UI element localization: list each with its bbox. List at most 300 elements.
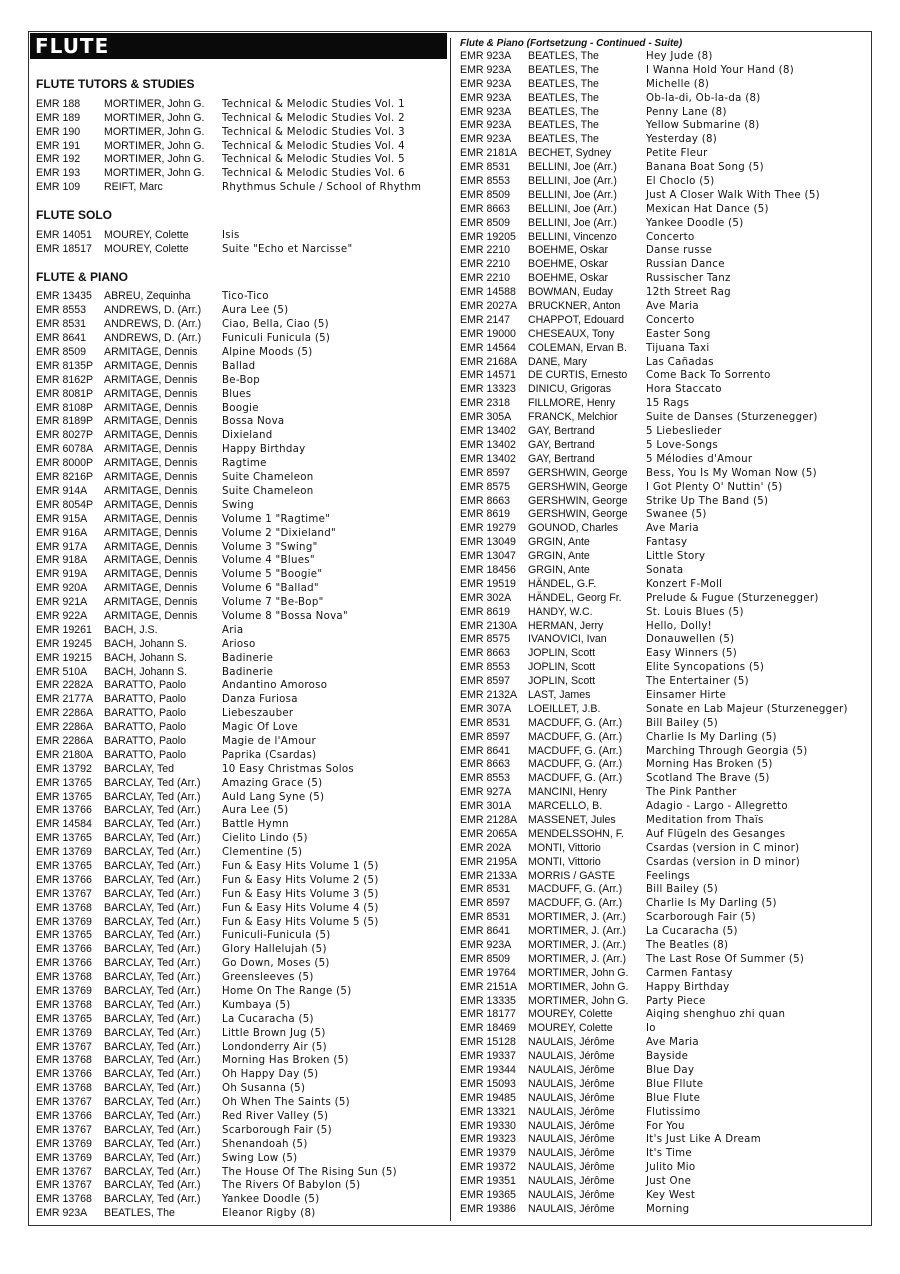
catalog-number: EMR 921A (36, 596, 88, 609)
composer: JOPLIN, Scott (528, 675, 596, 688)
catalog-entry (460, 633, 870, 647)
catalog-entry (36, 181, 446, 195)
composer: BARCLAY, Ted (Arr.) (104, 832, 201, 845)
catalog-entry (460, 425, 870, 439)
catalog-entry (460, 453, 870, 467)
work-title: Csardas (version in C minor) (646, 842, 800, 854)
catalog-number: EMR 13767 (36, 887, 92, 900)
composer: NAULAIS, Jérôme (528, 1202, 615, 1215)
work-title: Bossa Nova (222, 416, 285, 428)
work-title: Flutissimo (646, 1106, 701, 1118)
catalog-number: EMR 13769 (36, 1151, 92, 1164)
work-title: Bayside (646, 1051, 689, 1063)
catalog-entry (36, 1124, 446, 1138)
catalog-number: EMR 8663 (460, 647, 511, 660)
composer: BELLINI, Joe (Arr.) (528, 202, 617, 215)
work-title: Bill Bailey (5) (646, 884, 719, 896)
catalog-entry (36, 360, 446, 374)
work-title: It's Just Like A Dream (646, 1134, 761, 1146)
composer: BRUCKNER, Anton (528, 300, 621, 313)
catalog-entry (460, 1022, 870, 1036)
work-title: Carmen Fantasy (646, 967, 733, 979)
catalog-entry (460, 870, 870, 884)
catalog-entry (460, 481, 870, 495)
work-title: Volume 2 "Dixieland" (222, 527, 337, 539)
work-title: Fantasy (646, 537, 688, 549)
catalog-entry (36, 374, 446, 388)
work-title: Donauwellen (5) (646, 634, 735, 646)
catalog-entry (36, 1152, 446, 1166)
work-title: Morning Has Broken (5) (646, 759, 773, 771)
catalog-entry (460, 328, 870, 342)
catalog-number: EMR 8597 (460, 897, 511, 910)
catalog-entry (36, 846, 446, 860)
catalog-number: EMR 6078A (36, 443, 94, 456)
catalog-number: EMR 13767 (36, 1096, 92, 1109)
catalog-number: EMR 19000 (460, 327, 516, 340)
composer: MORTIMER, J. (Arr.) (528, 939, 627, 951)
catalog-entry (460, 592, 870, 606)
catalog-entry (460, 1078, 870, 1092)
work-title: 5 Love-Songs (646, 439, 718, 451)
work-title: Yellow Submarine (8) (646, 120, 760, 132)
catalog-entry (460, 758, 870, 772)
composer: MORTIMER, John G. (528, 980, 629, 993)
catalog-entry (460, 397, 870, 411)
catalog-number: EMR 13402 (460, 438, 516, 451)
work-title: 12th Street Rag (646, 287, 731, 299)
right-column (460, 38, 870, 1217)
catalog-entry (460, 106, 870, 120)
composer: GERSHWIN, George (528, 466, 628, 479)
work-title: Greensleeves (5) (222, 972, 314, 984)
work-title: Las Cañadas (646, 356, 714, 368)
composer: BACH, J.S. (104, 623, 158, 636)
work-title: Bill Bailey (5) (646, 717, 719, 729)
work-title: Yankee Doodle (5) (222, 1194, 320, 1206)
composer: ARMITAGE, Dennis (104, 526, 198, 539)
catalog-entry (36, 1054, 446, 1068)
work-title: Easy Winners (5) (646, 648, 738, 660)
work-title: Badinerie (222, 666, 274, 678)
catalog-number: EMR 109 (36, 181, 81, 194)
catalog-number: EMR 8509 (460, 216, 511, 229)
catalog-number: EMR 8553 (460, 175, 511, 188)
catalog-number: EMR 2132A (460, 688, 518, 701)
work-title: I Got Plenty O' Nuttin' (5) (646, 481, 783, 493)
composer: MORRIS / GASTE (528, 869, 616, 882)
catalog-number: EMR 13769 (36, 846, 92, 859)
composer: BELLINI, Joe (Arr.) (528, 216, 617, 229)
work-title: Sonata (646, 564, 684, 576)
work-title: Swanee (5) (646, 509, 707, 521)
composer: ARMITAGE, Dennis (104, 415, 198, 428)
composer: MOUREY, Colette (528, 1022, 613, 1035)
catalog-entry (36, 707, 446, 721)
catalog-number: EMR 8509 (460, 188, 511, 201)
catalog-entry (460, 231, 870, 245)
catalog-number: EMR 13766 (36, 1110, 92, 1123)
catalog-entry (36, 1027, 446, 1041)
work-title: Rhythmus Schule / School of Rhythm (222, 182, 422, 194)
composer: GAY, Bertrand (528, 452, 595, 465)
work-title: Adagio - Largo - Allegretto (646, 801, 788, 813)
composer: LOEILLET, J.B. (528, 702, 601, 715)
catalog-number: EMR 2286A (36, 721, 94, 734)
work-title: Key West (646, 1190, 696, 1202)
catalog-number: EMR 2130A (460, 619, 518, 632)
work-title: Andantino Amoroso (222, 680, 328, 692)
work-title: The Last Rose Of Summer (5) (646, 953, 805, 965)
catalog-number: EMR 8162P (36, 373, 94, 386)
composer: HÄNDEL, Georg Fr. (528, 591, 622, 604)
work-title: Technical & Melodic Studies Vol. 6 (222, 168, 405, 180)
catalog-number: EMR 19215 (36, 651, 92, 664)
composer: BARCLAY, Ted (Arr.) (104, 846, 201, 859)
catalog-number: EMR 2286A (36, 734, 94, 747)
catalog-entry (36, 1110, 446, 1124)
section-heading: FLUTE TUTORS & STUDIES (36, 77, 195, 91)
composer: BARATTO, Paolo (104, 679, 187, 692)
work-title: Ballad (222, 360, 256, 372)
work-title: Funiculi Funicula (5) (222, 333, 331, 345)
catalog-entry (460, 314, 870, 328)
catalog-entry (460, 286, 870, 300)
work-title: Einsamer Hirte (646, 689, 727, 701)
catalog-number: EMR 8619 (460, 605, 511, 618)
work-title: Strike Up The Band (5) (646, 495, 769, 507)
title-banner (30, 33, 447, 59)
catalog-number: EMR 920A (36, 582, 88, 595)
catalog-entry (460, 1050, 870, 1064)
catalog-number: EMR 923A (460, 77, 512, 90)
work-title: Ob-la-di, Ob-la-da (8) (646, 92, 761, 104)
catalog-entry (36, 943, 446, 957)
catalog-number: EMR 923A (460, 105, 512, 118)
catalog-number: EMR 13321 (460, 1105, 516, 1118)
work-title: Morning Has Broken (5) (222, 1055, 349, 1067)
work-title: Swing Low (5) (222, 1152, 298, 1164)
catalog-entry (36, 402, 446, 416)
work-title: For You (646, 1120, 685, 1132)
catalog-number: EMR 13769 (36, 1137, 92, 1150)
catalog-entry (460, 119, 870, 133)
composer: BEATLES, The (528, 119, 599, 132)
composer: ANDREWS, D. (Arr.) (104, 318, 202, 331)
catalog-entry (36, 763, 446, 777)
work-title: Scarborough Fair (5) (222, 1124, 332, 1136)
catalog-entry (36, 610, 446, 624)
catalog-number: EMR 8531 (460, 161, 511, 174)
work-title: Volume 4 "Blues" (222, 555, 315, 567)
composer: BARCLAY, Ted (Arr.) (104, 1012, 201, 1025)
catalog-number: EMR 923A (460, 939, 512, 951)
catalog-number: EMR 919A (36, 568, 88, 581)
catalog-number: EMR 13323 (460, 383, 516, 396)
composer: GERSHWIN, George (528, 508, 628, 521)
work-title: La Cucaracha (5) (646, 926, 738, 938)
catalog-number: EMR 2027A (460, 300, 518, 313)
work-title: Little Story (646, 551, 706, 563)
catalog-number: EMR 2210 (460, 244, 511, 257)
work-title: Londonderry Air (5) (222, 1041, 327, 1053)
catalog-entry (36, 443, 446, 457)
composer: BARCLAY, Ted (Arr.) (104, 790, 201, 803)
work-title: Morning (646, 1203, 690, 1215)
catalog-number: EMR 2177A (36, 693, 94, 706)
catalog-number: EMR 19372 (460, 1161, 516, 1174)
catalog-number: EMR 13335 (460, 994, 516, 1007)
catalog-number: EMR 19379 (460, 1147, 516, 1160)
composer: BARCLAY, Ted (Arr.) (104, 998, 201, 1011)
composer: NAULAIS, Jérôme (528, 1133, 615, 1146)
catalog-entry (36, 554, 446, 568)
catalog-entry (36, 126, 446, 140)
composer: BARCLAY, Ted (Arr.) (104, 1179, 201, 1192)
work-title: Volume 5 "Boogie" (222, 569, 323, 581)
catalog-entry (460, 217, 870, 231)
catalog-number: EMR 189 (36, 111, 81, 124)
catalog-number: EMR 19386 (460, 1202, 516, 1215)
composer: DE CURTIS, Ernesto (528, 369, 628, 382)
catalog-entry (36, 388, 446, 402)
composer: ARMITAGE, Dennis (104, 484, 198, 497)
work-title: Volume 7 "Be-Bop" (222, 597, 324, 609)
catalog-number: EMR 13767 (36, 1179, 92, 1192)
composer: ARMITAGE, Dennis (104, 498, 198, 511)
composer: NAULAIS, Jérôme (528, 1147, 615, 1160)
composer: BACH, Johann S. (104, 651, 188, 664)
catalog-entry (460, 745, 870, 759)
work-title: Hora Staccato (646, 384, 722, 396)
work-title: It's Time (646, 1148, 692, 1160)
composer: FILLMORE, Henry (528, 397, 616, 410)
catalog-number: EMR 927A (460, 786, 512, 799)
composer: ARMITAGE, Dennis (104, 568, 198, 581)
composer: BARCLAY, Ted (Arr.) (104, 1137, 201, 1150)
catalog-entry (460, 147, 870, 161)
catalog-number: EMR 8108P (36, 401, 94, 414)
composer: BARCLAY, Ted (Arr.) (104, 887, 201, 900)
work-title: Concerto (646, 231, 695, 243)
catalog-number: EMR 923A (460, 91, 512, 104)
catalog-entry (36, 1096, 446, 1110)
work-title: Technical & Melodic Studies Vol. 1 (222, 98, 405, 110)
work-title: Oh When The Saints (5) (222, 1097, 350, 1109)
catalog-entry (460, 786, 870, 800)
catalog-entry (36, 98, 446, 112)
catalog-entry (460, 939, 870, 953)
work-title: Blue Fllute (646, 1078, 704, 1090)
catalog-entry (36, 1179, 446, 1193)
catalog-entry (36, 243, 446, 257)
catalog-number: EMR 13769 (36, 1026, 92, 1039)
catalog-number: EMR 8597 (460, 730, 511, 743)
catalog-number: EMR 2282A (36, 679, 94, 692)
catalog-number: EMR 19519 (460, 577, 516, 590)
catalog-entry (460, 495, 870, 509)
composer: BARCLAY, Ted (Arr.) (104, 859, 201, 872)
work-title: Sonate en Lab Majeur (Sturzenegger) (646, 703, 848, 715)
catalog-entry (36, 985, 446, 999)
composer: BARCLAY, Ted (Arr.) (104, 873, 201, 886)
work-title: Io (646, 1023, 656, 1035)
composer: ARMITAGE, Dennis (104, 609, 198, 622)
work-title: Alpine Moods (5) (222, 347, 313, 359)
catalog-entry (460, 536, 870, 550)
work-title: Elite Syncopations (5) (646, 662, 765, 674)
work-title: Bess, You Is My Woman Now (5) (646, 467, 817, 479)
catalog-number: EMR 8509 (460, 952, 511, 965)
composer: MORTIMER, J. (Arr.) (528, 952, 627, 965)
composer: MOUREY, Colette (104, 242, 189, 255)
catalog-entry (460, 64, 870, 78)
work-title: Aiqing shenghuo zhi quan (646, 1009, 786, 1021)
catalog-entry (36, 457, 446, 471)
composer: GAY, Bertrand (528, 425, 595, 438)
catalog-entry (36, 832, 446, 846)
work-title: Blue Day (646, 1065, 695, 1077)
catalog-number: EMR 8663 (460, 202, 511, 215)
work-title: Csardas (version in D minor) (646, 856, 801, 868)
catalog-number: EMR 2147 (460, 313, 511, 326)
work-title: Suite de Danses (Sturzenegger) (646, 412, 818, 424)
composer: ARMITAGE, Dennis (104, 359, 198, 372)
catalog-number: EMR 8189P (36, 415, 94, 428)
catalog-entry (36, 415, 446, 429)
catalog-number: EMR 13769 (36, 915, 92, 928)
catalog-number: EMR 8663 (460, 494, 511, 507)
work-title: Dixieland (222, 430, 273, 442)
work-title: Mexican Hat Dance (5) (646, 203, 769, 215)
catalog-number: EMR 8641 (460, 925, 511, 938)
work-title: La Cucaracha (5) (222, 1013, 314, 1025)
composer: BOEHME, Oskar (528, 272, 609, 285)
catalog-entry (36, 1068, 446, 1082)
catalog-entry (36, 666, 446, 680)
catalog-number: EMR 8531 (36, 318, 87, 331)
catalog-number: EMR 18456 (460, 563, 516, 576)
catalog-entry (460, 953, 870, 967)
catalog-number: EMR 915A (36, 512, 88, 525)
catalog-entry (460, 856, 870, 870)
catalog-number: EMR 510A (36, 665, 88, 678)
catalog-number: EMR 13765 (36, 776, 92, 789)
catalog-number: EMR 15093 (460, 1077, 516, 1090)
catalog-number: EMR 923A (460, 133, 512, 146)
catalog-entry (36, 1207, 446, 1221)
catalog-number: EMR 13765 (36, 790, 92, 803)
catalog-number: EMR 305A (460, 411, 512, 424)
composer: BELLINI, Joe (Arr.) (528, 188, 617, 201)
composer: MORTIMER, J. (Arr.) (528, 925, 627, 938)
catalog-entry (36, 318, 446, 332)
composer: BARCLAY, Ted (Arr.) (104, 929, 201, 942)
work-title: Glory Hallelujah (5) (222, 944, 327, 956)
catalog-entry (460, 995, 870, 1009)
catalog-number: EMR 8641 (36, 332, 87, 345)
work-title: Battle Hymn (222, 819, 289, 831)
catalog-entry (460, 189, 870, 203)
work-title: 10 Easy Christmas Solos (222, 763, 355, 775)
catalog-number: EMR 918A (36, 554, 88, 567)
composer: GRGIN, Ante (528, 550, 590, 563)
composer: MARCELLO, B. (528, 800, 603, 813)
composer: COLEMAN, Ervan B. (528, 341, 627, 354)
catalog-entry (36, 916, 446, 930)
work-title: Aura Lee (5) (222, 305, 289, 317)
catalog-number: EMR 14571 (460, 369, 516, 382)
work-title: The Rivers Of Babylon (5) (222, 1180, 361, 1192)
composer: BECHET, Sydney (528, 147, 612, 160)
catalog-entry (460, 161, 870, 175)
composer: NAULAIS, Jérôme (528, 1189, 615, 1202)
catalog-number: EMR 8575 (460, 633, 511, 646)
composer: MORTIMER, John G. (528, 966, 629, 979)
catalog-entry (36, 332, 446, 346)
composer: BARCLAY, Ted (Arr.) (104, 901, 201, 914)
catalog-entry (36, 902, 446, 916)
catalog-number: EMR 14588 (460, 286, 516, 299)
work-title: Magic Of Love (222, 722, 298, 734)
catalog-entry (36, 346, 446, 360)
catalog-number: EMR 13766 (36, 873, 92, 886)
catalog-number: EMR 2318 (460, 397, 511, 410)
page-title: FLUTE (35, 34, 110, 58)
composer: ANDREWS, D. (Arr.) (104, 304, 202, 317)
composer: ANDREWS, D. (Arr.) (104, 332, 202, 345)
composer: NAULAIS, Jérôme (528, 1064, 615, 1077)
composer: MACDUFF, G. (Arr.) (528, 758, 623, 771)
work-title: Concerto (646, 314, 695, 326)
composer: ARMITAGE, Dennis (104, 540, 198, 553)
catalog-entry (460, 647, 870, 661)
composer: BEATLES, The (528, 133, 599, 146)
composer: BARCLAY, Ted (Arr.) (104, 818, 201, 831)
catalog-entry (36, 638, 446, 652)
composer: BELLINI, Joe (Arr.) (528, 161, 617, 174)
composer: BARCLAY, Ted (Arr.) (104, 1082, 201, 1095)
work-title: Volume 8 "Bossa Nova" (222, 610, 348, 622)
catalog-number: EMR 8553 (460, 772, 511, 785)
catalog-entry (36, 721, 446, 735)
catalog-number: EMR 13049 (460, 536, 516, 549)
composer: MONTI, Vittorio (528, 841, 601, 854)
catalog-entry (460, 578, 870, 592)
work-title: Ave Maria (646, 523, 699, 535)
work-title: Cielito Lindo (5) (222, 833, 308, 845)
catalog-number: EMR 2065A (460, 827, 518, 840)
composer: BEATLES, The (528, 63, 599, 76)
catalog-number: EMR 13402 (460, 425, 516, 438)
catalog-entry (36, 624, 446, 638)
work-title: Blues (222, 388, 252, 400)
work-title: The Entertainer (5) (646, 676, 749, 688)
composer: MASSENET, Jules (528, 813, 616, 826)
catalog-number: EMR 193 (36, 167, 81, 180)
catalog-entry (460, 50, 870, 64)
composer: CHAPPOT, Edouard (528, 313, 624, 326)
catalog-entry (36, 804, 446, 818)
work-title: Banana Boat Song (5) (646, 162, 764, 174)
composer: MORTIMER, John G. (528, 994, 629, 1007)
catalog-entry (36, 429, 446, 443)
catalog-number: EMR 13768 (36, 1054, 92, 1067)
catalog-number: EMR 19323 (460, 1133, 516, 1146)
catalog-entry (460, 814, 870, 828)
composer: LAST, James (528, 688, 591, 701)
catalog-number: EMR 190 (36, 125, 81, 138)
